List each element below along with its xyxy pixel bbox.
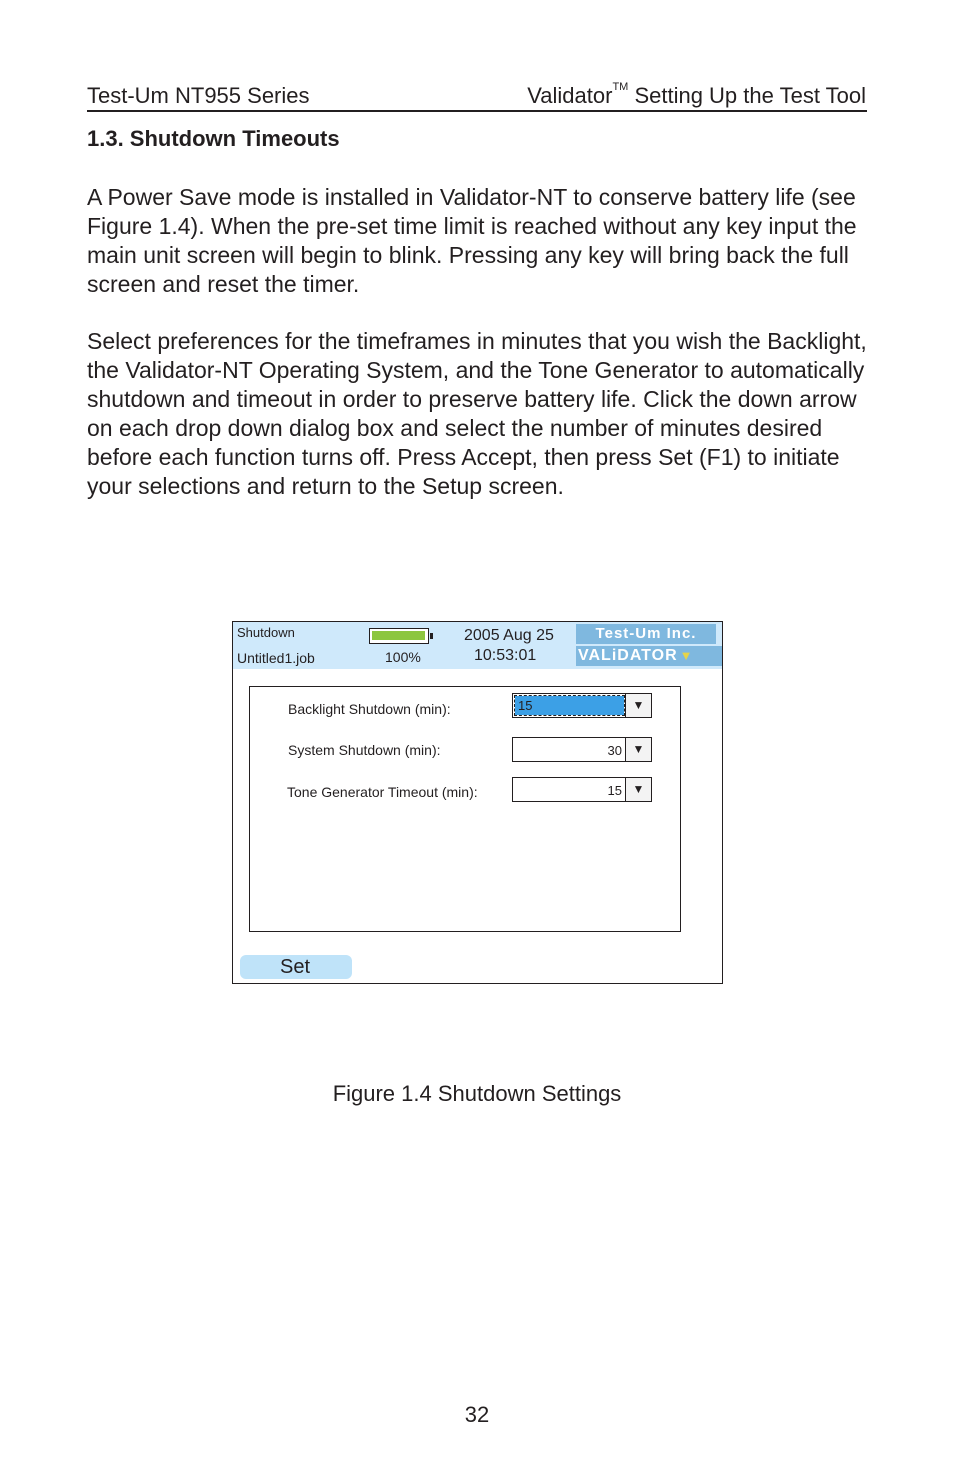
header-brand: Validator	[527, 83, 613, 108]
date-display: 2005 Aug 25	[464, 627, 554, 644]
paragraph-preferences: Select preferences for the timeframes in minutes that you wish the Backlight, the Validator-NT Operating System, and the Tone Generator to automatically shutdown and timeout in order to preserve battery life. Click the down arrow on each drop down dialog box and select the number of minutes desired before each function turns off. Press Accept, then press Set (F1) to initiate your selections and return to the Setup screen.	[87, 328, 867, 499]
running-header-left: Test-Um NT955 Series	[87, 83, 310, 108]
company-logo: Test-Um Inc.	[576, 624, 716, 644]
job-name: Untitled1.job	[237, 650, 315, 666]
settings-panel	[249, 686, 681, 932]
chevron-down-icon[interactable]: ▼	[625, 778, 651, 801]
chevron-down-icon[interactable]: ▼	[625, 694, 651, 717]
backlight-value: 15	[515, 696, 624, 715]
trademark-mark: TM	[612, 81, 629, 93]
figure-caption: Figure 1.4 Shutdown Settings	[332, 1081, 622, 1106]
tone-value: 15	[607, 783, 622, 798]
battery-percent: 100%	[385, 649, 421, 665]
set-button[interactable]: Set	[240, 955, 352, 979]
time-display: 10:53:01	[474, 647, 537, 664]
battery-fill	[372, 631, 425, 640]
system-label: System Shutdown (min):	[288, 742, 441, 758]
device-screenshot	[232, 621, 723, 984]
status-bar	[233, 622, 722, 669]
backlight-dropdown[interactable]	[512, 693, 652, 718]
battery-icon	[369, 628, 429, 644]
system-dropdown[interactable]	[512, 737, 652, 762]
paragraph-power-save: A Power Save mode is installed in Validator-NT to conserve battery life (see Figure 1.4). When the pre-set time limit is reached without any key input the main unit screen will begin to blink. Pressing any key will bring back the full screen and reset the timer.	[87, 184, 857, 297]
logo-triangle-icon: ▼	[679, 648, 694, 663]
section-title: 1.3. Shutdown Timeouts	[87, 126, 340, 151]
tone-dropdown[interactable]	[512, 777, 652, 802]
header-chapter: Setting Up the Test Tool	[628, 83, 866, 108]
system-value: 30	[607, 743, 622, 758]
battery-tip	[430, 633, 433, 639]
backlight-label: Backlight Shutdown (min):	[288, 701, 451, 717]
product-logo	[576, 646, 722, 666]
header-rule	[87, 110, 867, 112]
running-header-right	[527, 83, 866, 109]
tone-label: Tone Generator Timeout (min):	[287, 784, 478, 800]
product-logo-text: VALiDATOR	[578, 647, 678, 664]
page-number: 32	[464, 1402, 490, 1427]
chevron-down-icon[interactable]: ▼	[625, 738, 651, 761]
screen-title: Shutdown	[237, 625, 295, 640]
